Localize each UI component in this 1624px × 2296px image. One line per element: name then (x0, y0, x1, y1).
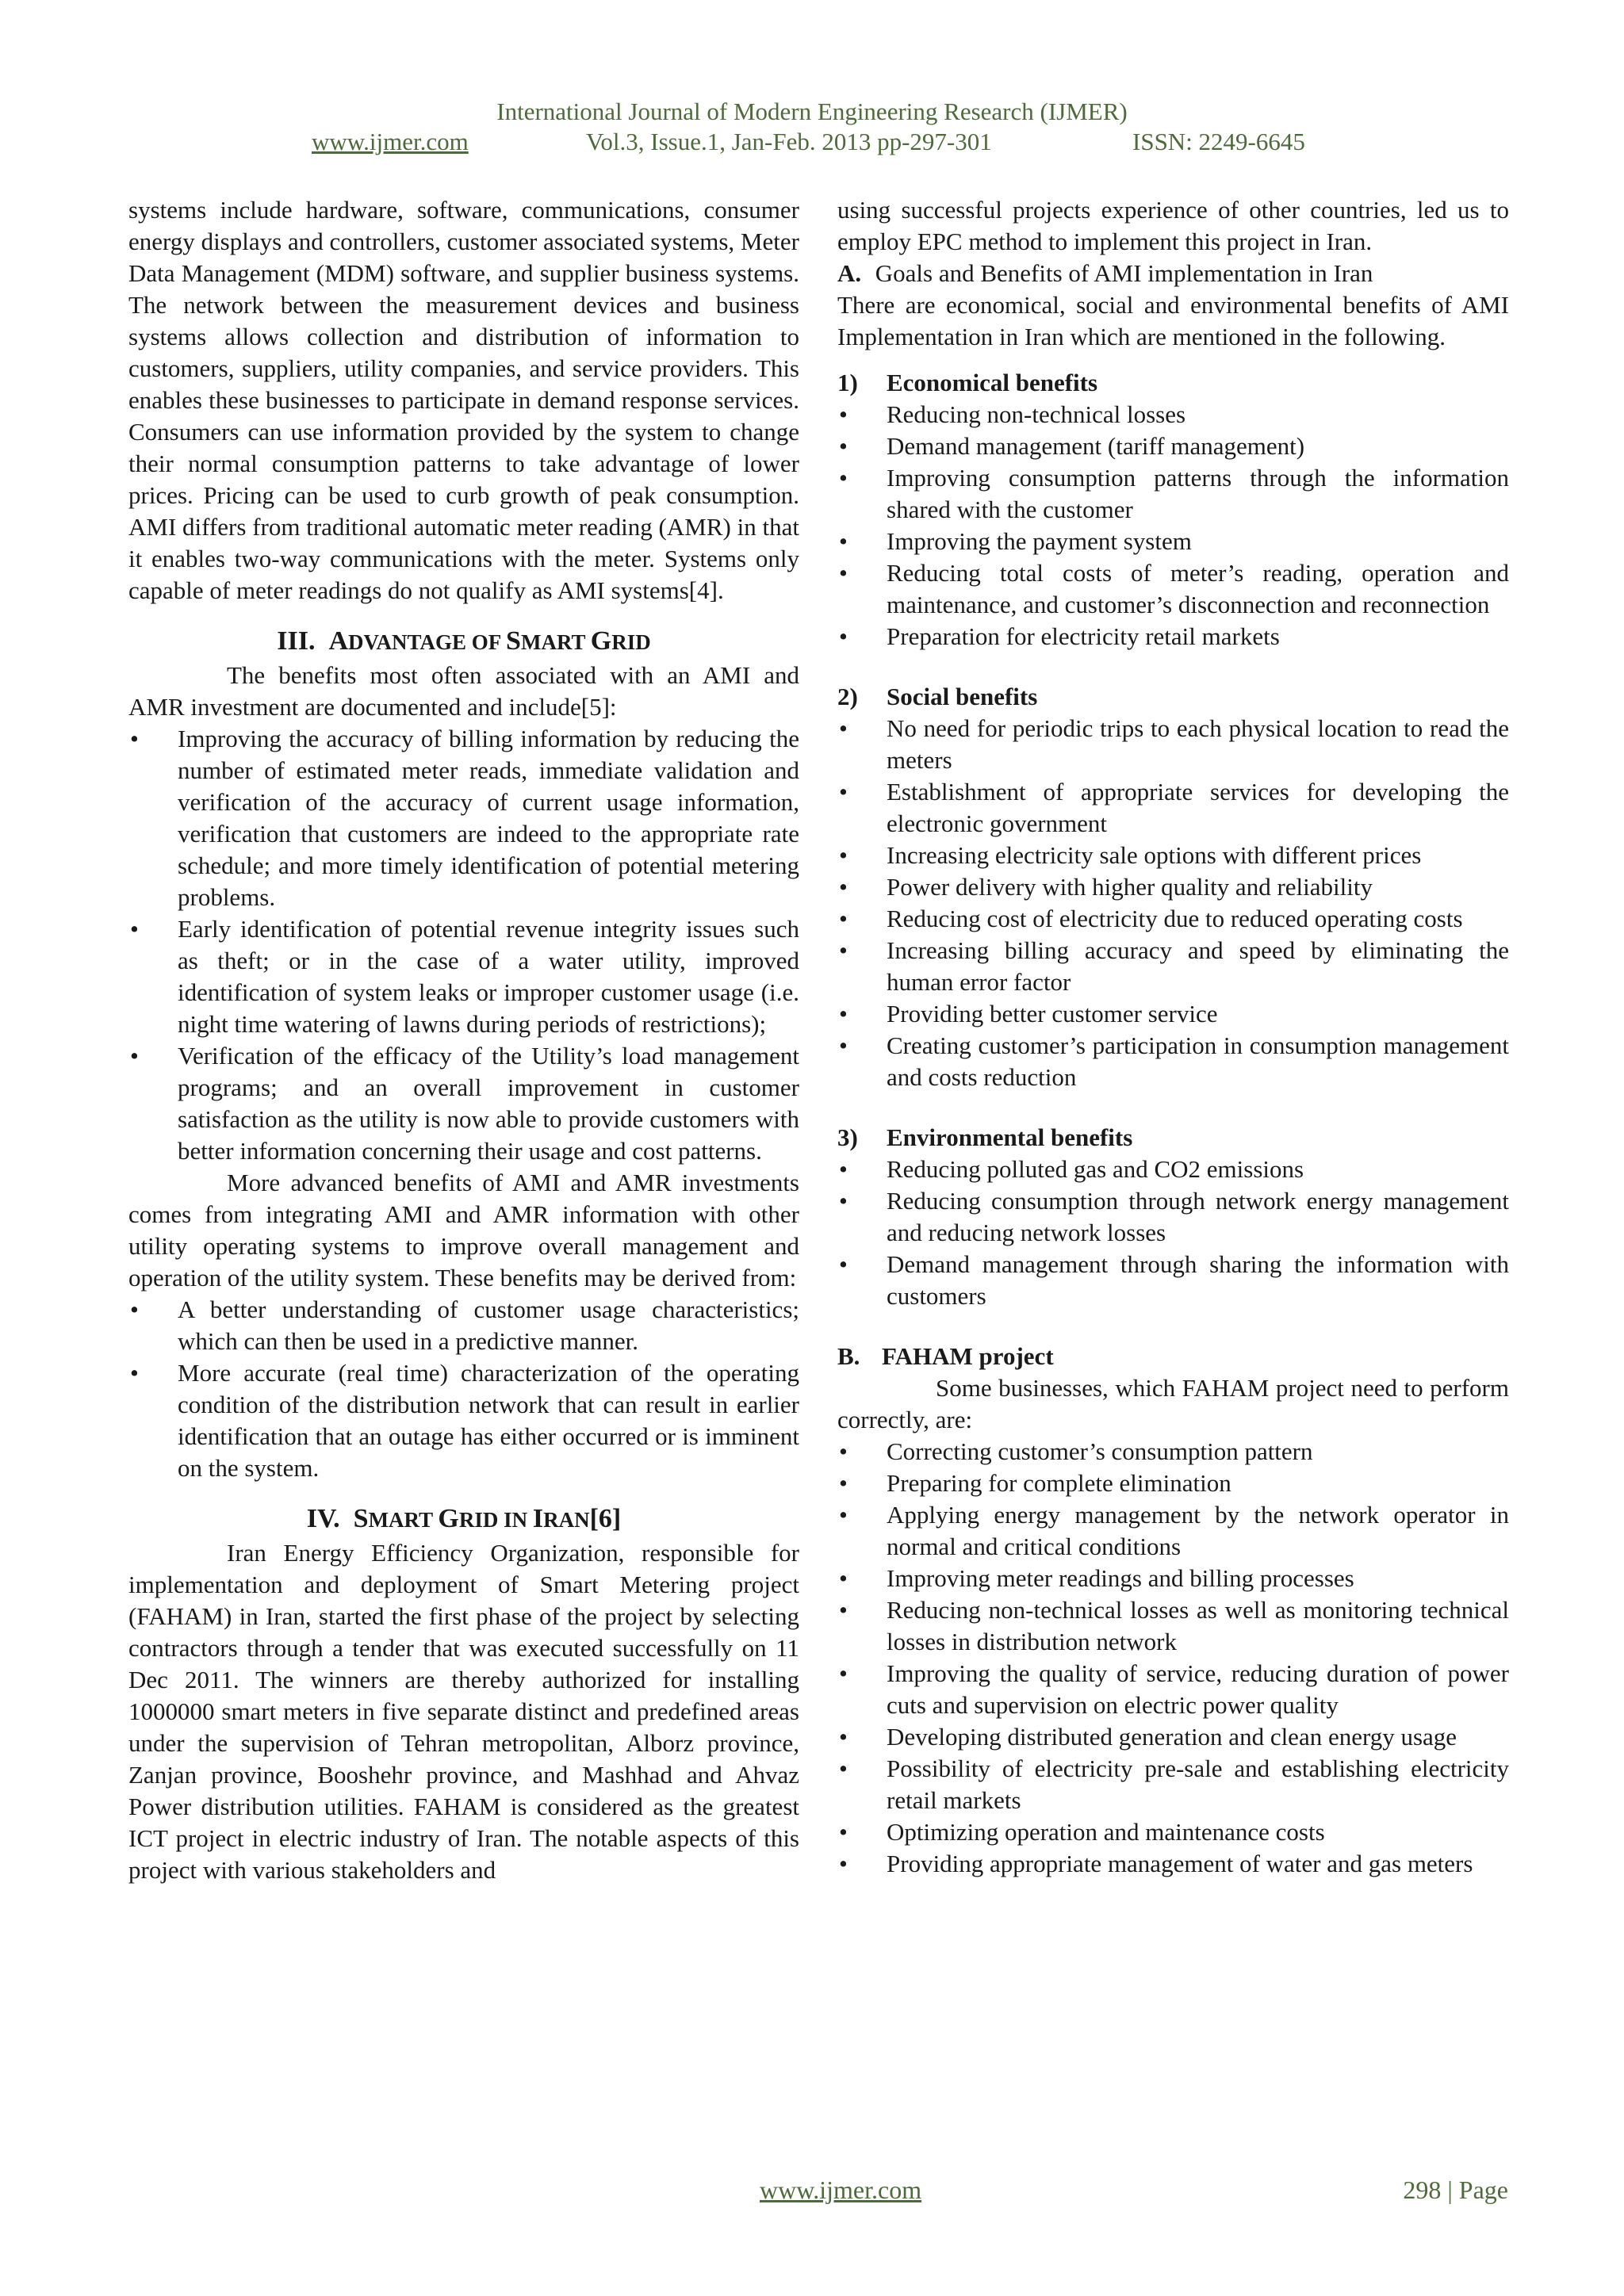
list-item: • Increasing billing accuracy and speed by eliminating the human error factor (837, 935, 1509, 998)
list-item: • Providing appropriate management of water and gas meters (837, 1848, 1509, 1880)
list-item: • Optimizing operation and maintenance costs (837, 1816, 1509, 1848)
list-item: • Improving consumption patterns through the information shared with the customer (837, 462, 1509, 526)
volume-info: Vol.3, Issue.1, Jan-Feb. 2013 pp-297-301 (586, 128, 992, 155)
list-item: • Demand management through sharing the information with customers (837, 1249, 1509, 1312)
section-4-paragraph: Iran Energy Efficiency Organization, responsible for implementation and deployment of Smart Metering project (FAHAM) in Iran, started the first phase of the project by selecting contractors through a tender that was executed successfully on 11 Dec 2011. The winners are thereby authorized for installing 1000000 smart meters in five separate distinct and predefined areas under the supervision of Tehran metropolitan, Alborz province, Zanjan province, Booshehr province, and Mashhad and Ahvaz Power distribution utilities. FAHAM is considered as the greatest ICT project in electric industry of Iran. The notable aspects of this project with various stakeholders and (128, 1539, 799, 1884)
list-item: • Creating customer’s participation in consumption management and costs reduction (837, 1030, 1509, 1093)
social-benefits-heading: 2) Social benefits (837, 683, 1038, 710)
list-item: • Early identification of potential revenue integrity issues such as theft; or in the case of a water utility, improved identification of system leaks or improper customer usage (i.e. night time watering of lawns during periods of restrictions); (128, 913, 799, 1040)
journal-meta-line (0, 127, 1624, 157)
page-footer (0, 2175, 1624, 2207)
list-item: • Verification of the efficacy of the Utility’s load management programs; and an overall improvement in customer satisfaction as the utility is now able to provide customers with better information concerning their usage and cost patterns. (128, 1040, 799, 1167)
section-heading-smart-grid-iran: IV. SMART GRID IN IRAN[6] (306, 1504, 622, 1533)
journal-header (0, 97, 1624, 157)
list-item: • Reducing non-technical losses as well as monitoring technical losses in distribution network (837, 1594, 1509, 1658)
environmental-benefits-heading: 3) Environmental benefits (837, 1123, 1133, 1151)
list-item: • Applying energy management by the network operator in normal and critical conditions (837, 1499, 1509, 1563)
section-heading-advantage: III. ADVANTAGE OF SMART GRID (277, 626, 651, 656)
issn-info: ISSN: 2249-6645 (1132, 128, 1305, 155)
list-item: • Improving the quality of service, reducing duration of power cuts and supervision on electric power quality (837, 1658, 1509, 1721)
list-item: • Possibility of electricity pre-sale and establishing electricity retail markets (837, 1753, 1509, 1816)
list-item: • Improving meter readings and billing processes (837, 1563, 1509, 1594)
subsection-b-paragraph: Some businesses, which FAHAM project need to perform correctly, are: (837, 1374, 1509, 1433)
list-item: • Improving the accuracy of billing information by reducing the number of estimated meter reads, immediate validation and verification of the accuracy of current usage information, verification that customers are indeed to the appropriate rate schedule; and more timely identification of potential metering problems. (128, 723, 799, 913)
environmental-benefits-list (837, 1154, 1509, 1312)
derived-benefits-list (128, 1294, 799, 1484)
subsection-a-heading: A. Goals and Benefits of AMI implementation in Iran (837, 259, 1373, 287)
list-item: • A better understanding of customer usage characteristics; which can then be used in a predictive manner. (128, 1294, 799, 1357)
footer-url-link[interactable]: www.ijmer.com (760, 2175, 922, 2204)
social-benefits-list (837, 713, 1509, 1093)
list-item: • Power delivery with higher quality and reliability (837, 871, 1509, 903)
economical-benefits-heading: 1) Economical benefits (837, 369, 1098, 396)
list-item: • Reducing polluted gas and CO2 emissions (837, 1154, 1509, 1185)
intro-paragraph: systems include hardware, software, communications, consumer energy displays and controllers, customer associated systems, Meter Data Management (MDM) software, and supplier business systems. The network between the measurement devices and business systems allows collection and distribution of information to customers, suppliers, utility companies, and service providers. This enables these businesses to participate in demand response services. Consumers can use information provided by the system to change their normal consumption patterns to take advantage of lower prices. Pricing can be used to curb growth of peak consumption. AMI differs from traditional automatic meter reading (AMR) in that it enables two-way communications with the meter. Systems only capable of meter readings do not qualify as AMI systems[4]. (128, 196, 799, 604)
right-intro-paragraph: using successful projects experience of other countries, led us to employ EPC method to implement this project in Iran. (837, 196, 1509, 255)
list-item: • Reducing cost of electricity due to reduced operating costs (837, 903, 1509, 935)
list-item: • Establishment of appropriate services for developing the electronic government (837, 776, 1509, 840)
list-item: • Correcting customer’s consumption pattern (837, 1436, 1509, 1468)
journal-title: International Journal of Modern Engineering Research (IJMER) (496, 98, 1128, 125)
list-item: • Increasing electricity sale options with different prices (837, 840, 1509, 871)
economical-benefits-list (837, 399, 1509, 652)
header-url-link[interactable]: www.ijmer.com (312, 128, 469, 155)
list-item: • Preparing for complete elimination (837, 1468, 1509, 1499)
list-item: • Reducing consumption through network energy management and reducing network losses (837, 1185, 1509, 1249)
list-item: • Providing better customer service (837, 998, 1509, 1030)
list-item: • More accurate (real time) characterization of the operating condition of the distribution network that can result in earlier identification that an outage has either occurred or is imminent on the system. (128, 1357, 799, 1484)
list-item: • Developing distributed generation and clean energy usage (837, 1721, 1509, 1753)
left-column (128, 194, 799, 1886)
list-item: • Demand management (tariff management) (837, 430, 1509, 462)
list-item: • No need for periodic trips to each physical location to read the meters (837, 713, 1509, 776)
section-3-intro: The benefits most often associated with an AMI and AMR investment are documented and include[5]: (128, 661, 799, 721)
advantage-bullet-list (128, 723, 799, 1167)
list-item: • Improving the payment system (837, 526, 1509, 557)
right-column (837, 194, 1509, 1880)
list-item: • Reducing total costs of meter’s reading, operation and maintenance, and customer’s disconnection and reconnection (837, 557, 1509, 621)
page-number: 298 | Page (1403, 2175, 1508, 2204)
section-3-paragraph-2: More advanced benefits of AMI and AMR investments comes from integrating AMI and AMR information with other utility operating systems to improve overall management and operation of the utility system. These benefits may be derived from: (128, 1169, 799, 1292)
list-item: • Preparation for electricity retail markets (837, 621, 1509, 652)
faham-business-list (837, 1436, 1509, 1880)
list-item: • Reducing non-technical losses (837, 399, 1509, 430)
subsection-b-heading: B. FAHAM project (837, 1342, 1054, 1370)
subsection-a-paragraph: There are economical, social and environmental benefits of AMI Implementation in Iran which are mentioned in the following. (837, 291, 1509, 350)
